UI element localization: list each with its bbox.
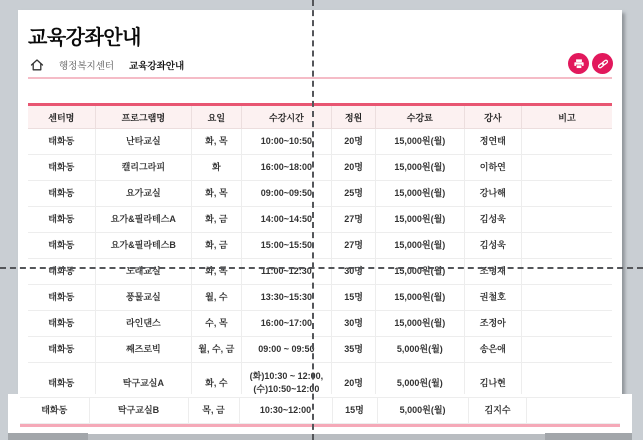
table-cell-days: 화, 목: [192, 181, 242, 207]
table-row: [28, 337, 612, 363]
table-cell-days: 목, 금: [188, 398, 239, 424]
table-cell-center: 태화동: [28, 207, 95, 233]
page-2: [8, 394, 632, 434]
table-cell-instructor: 강나해: [464, 181, 521, 207]
table-cell-time: 16:00~18:00: [241, 155, 332, 181]
table-row: [28, 233, 612, 259]
table-cell-program: 요가&필라테스B: [95, 233, 191, 259]
table-row: [28, 285, 612, 311]
table-row: [28, 129, 612, 155]
print-button[interactable]: [568, 53, 589, 74]
table-row: [28, 155, 612, 181]
table-cell-note: [527, 398, 620, 424]
table-cell-fee: 15,000원(월): [375, 233, 464, 259]
table-cell-program: 요가&필라테스A: [95, 207, 191, 233]
table-cell-instructor: 조명재: [464, 259, 521, 285]
table-cell-fee: 15,000원(월): [375, 311, 464, 337]
column-header: 비고: [521, 105, 612, 129]
table-cell-days: 수, 목: [192, 311, 242, 337]
printer-icon: [573, 58, 585, 70]
table-cell-instructor: 김지수: [468, 398, 527, 424]
table-cell-center: 태화동: [28, 285, 95, 311]
table-cell-capacity: 20명: [332, 129, 376, 155]
table-cell-center: 태화동: [28, 337, 95, 363]
table-cell-capacity: 27명: [332, 233, 376, 259]
table-row: [20, 398, 620, 424]
page-break-vertical-line: [312, 0, 314, 440]
table-cell-time: 09:00~09:50: [241, 181, 332, 207]
breadcrumb: [30, 58, 184, 72]
header-divider-line: [28, 77, 612, 79]
table-cell-fee: 15,000원(월): [375, 207, 464, 233]
table-cell-note: [521, 155, 612, 181]
table-cell-capacity: 15명: [332, 285, 376, 311]
column-header: 요일: [192, 105, 242, 129]
table-cell-program: 째즈로빅: [95, 337, 191, 363]
table-cell-instructor: 권철호: [464, 285, 521, 311]
page-shadow-left: [8, 433, 88, 440]
table-cell-time: 13:30~15:30: [241, 285, 332, 311]
column-header: 정원: [332, 105, 376, 129]
table-row: [28, 207, 612, 233]
page-break-horizontal-line: [0, 267, 643, 269]
table-cell-note: [521, 259, 612, 285]
table-cell-center: 태화동: [28, 363, 95, 404]
table-cell-time: 16:00~17:00: [241, 311, 332, 337]
table-cell-program: 캘리그라피: [95, 155, 191, 181]
table-cell-center: 태화동: [28, 259, 95, 285]
table-cell-program: 풍물교실: [95, 285, 191, 311]
table-cell-fee: 5,000원(월): [375, 337, 464, 363]
page-title: 교육강좌안내: [28, 27, 141, 49]
breadcrumb-item-parent[interactable]: 행정복지센터: [59, 61, 115, 72]
table-header-row: [28, 105, 612, 129]
table-cell-time: 15:00~15:50: [241, 233, 332, 259]
table-cell-capacity: 25명: [332, 181, 376, 207]
table-cell-fee: 15,000원(월): [375, 181, 464, 207]
column-header: 수강료: [375, 105, 464, 129]
table-cell-capacity: 35명: [332, 337, 376, 363]
table-cell-program: 라인댄스: [95, 311, 191, 337]
table-cell-time: 09:00 ~ 09:50: [241, 337, 332, 363]
course-table: [28, 103, 612, 404]
table-cell-days: 화, 금: [192, 233, 242, 259]
table-cell-instructor: 이하연: [464, 155, 521, 181]
table-cell-center: 태화동: [28, 181, 95, 207]
table-cell-note: [521, 337, 612, 363]
table-cell-center: 태화동: [28, 311, 95, 337]
table-cell-note: [521, 181, 612, 207]
share-link-button[interactable]: [592, 53, 613, 74]
table-cell-center: 태화동: [28, 129, 95, 155]
table-cell-fee: 15,000원(월): [375, 259, 464, 285]
toolbar: [568, 53, 613, 74]
table-cell-instructor: 정연태: [464, 129, 521, 155]
table-cell-capacity: 30명: [332, 259, 376, 285]
table-cell-time: 11:00~12:30: [241, 259, 332, 285]
table-cell-program: 탁구교실A: [95, 363, 191, 404]
table-cell-program: 난타교실: [95, 129, 191, 155]
table-cell-instructor: 김성욱: [464, 207, 521, 233]
home-icon[interactable]: [30, 58, 44, 72]
table-cell-instructor: 김성욱: [464, 233, 521, 259]
table-cell-note: [521, 129, 612, 155]
table-bottom-line: [20, 424, 620, 427]
table-cell-note: [521, 311, 612, 337]
table-row: [28, 259, 612, 285]
table-cell-days: 화, 목: [192, 129, 242, 155]
table-row: [28, 311, 612, 337]
table-cell-note: [521, 207, 612, 233]
table-cell-center: 태화동: [28, 155, 95, 181]
table-cell-time: 14:00~14:50: [241, 207, 332, 233]
breadcrumb-item-current: 교육강좌안내: [129, 61, 185, 72]
course-table-continued: [20, 397, 620, 424]
table-cell-fee: 5,000원(월): [375, 363, 464, 404]
table-cell-time: (화)10:30 ~ 12:00, (수)10:50~12:00: [241, 363, 332, 404]
table-cell-days: 월, 수: [192, 285, 242, 311]
table-cell-program: 탁구교실B: [89, 398, 188, 424]
page-shadow: [8, 434, 632, 440]
table-cell-fee: 15,000원(월): [375, 155, 464, 181]
table-cell-capacity: 27명: [332, 207, 376, 233]
table-cell-fee: 15,000원(월): [375, 285, 464, 311]
table-cell-fee: 15,000원(월): [375, 129, 464, 155]
table-cell-instructor: 김나현: [464, 363, 521, 404]
table-cell-days: 화, 목: [192, 259, 242, 285]
page-1: [18, 10, 622, 422]
table-cell-note: [521, 285, 612, 311]
table-cell-time: 10:30~12:00: [239, 398, 332, 424]
table-cell-days: 화: [192, 155, 242, 181]
table-cell-capacity: 30명: [332, 311, 376, 337]
link-icon: [597, 58, 609, 70]
column-header: 강사: [464, 105, 521, 129]
table-cell-center: 태화동: [20, 398, 89, 424]
column-header: 센터명: [28, 105, 95, 129]
table-cell-fee: 5,000원(월): [377, 398, 468, 424]
table-cell-days: 화, 수: [192, 363, 242, 404]
page-shadow-right: [545, 433, 632, 440]
table-cell-center: 태화동: [28, 233, 95, 259]
table-cell-instructor: 조정아: [464, 311, 521, 337]
table-cell-days: 월, 수, 금: [192, 337, 242, 363]
column-header: 수강시간: [241, 105, 332, 129]
table-cell-capacity: 20명: [332, 155, 376, 181]
table-cell-program: 요가교실: [95, 181, 191, 207]
table-row: [28, 181, 612, 207]
table-cell-time: 10:00~10:50: [241, 129, 332, 155]
table-cell-note: [521, 233, 612, 259]
table-cell-capacity: 15명: [332, 398, 377, 424]
table-cell-program: 노래교실: [95, 259, 191, 285]
column-header: 프로그램명: [95, 105, 191, 129]
table-cell-capacity: 20명: [332, 363, 376, 404]
table-cell-instructor: 송은애: [464, 337, 521, 363]
table-cell-days: 화, 금: [192, 207, 242, 233]
